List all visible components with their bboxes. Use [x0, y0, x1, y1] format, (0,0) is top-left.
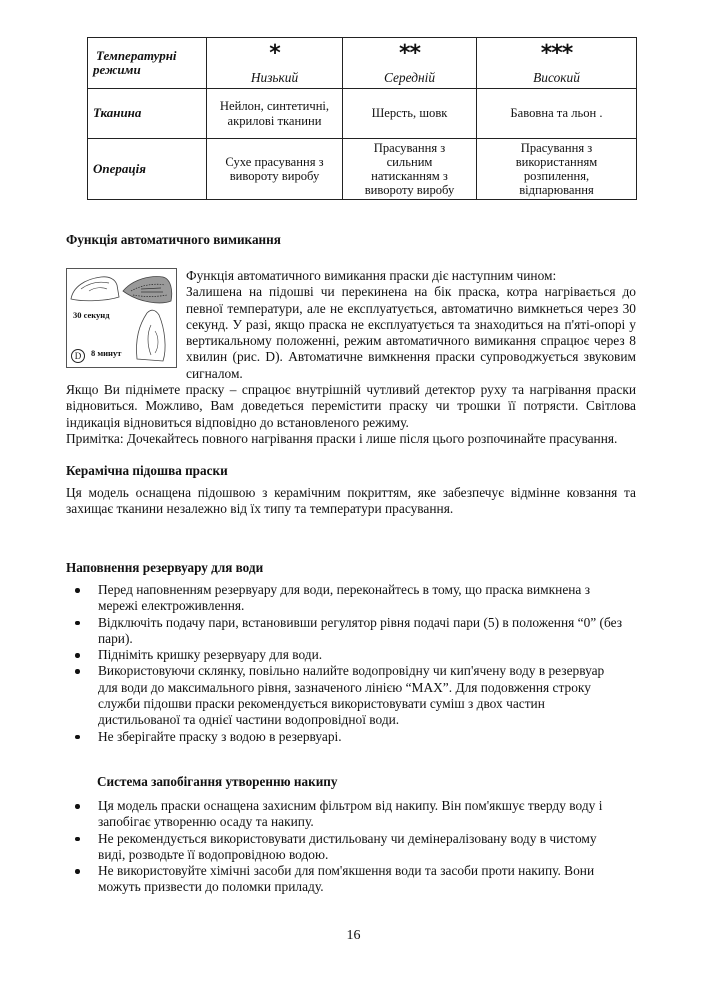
- cell-line: натисканням з: [371, 169, 448, 183]
- list-item: [66, 863, 636, 896]
- cell-line: вивороту виробу: [364, 183, 455, 198]
- level-label: Високий: [533, 69, 580, 85]
- figure-label-30s: 30 секунд: [73, 310, 110, 320]
- text-line: захищає тканини незалежно від їх типу та температури прасування.: [66, 501, 454, 517]
- header-cell-medium: [343, 38, 477, 89]
- table-row-fabric: [88, 89, 637, 139]
- list-item: [66, 615, 636, 648]
- auto-off-description: [186, 268, 636, 382]
- table-cell: [343, 139, 477, 200]
- filling-heading: Наповнення резервуару для води: [66, 560, 264, 575]
- text-line: Підніміть кришку резервуару для води.: [98, 647, 323, 663]
- text-line: Перед наповненням резервуару для води, переконайтесь в тому, що праска вимкнена з: [98, 582, 591, 597]
- cell-line: Нейлон, синтетичні,: [219, 99, 330, 114]
- text-line: секунд. У разі, якщо праска не експлуатується та знаходиться на п'яті-опорі у: [186, 316, 636, 332]
- text-line: сигналом.: [186, 365, 243, 381]
- list-item: [66, 729, 636, 745]
- page-number: 16: [346, 928, 361, 943]
- text-line: Використовуючи склянку, повільно налийте водопровідну чи кип'ячену воду в резервуар: [98, 663, 605, 679]
- auto-off-note: Примітка: Дочекайтесь повного нагрівання праски і лише після цього розпочинайте прасування.: [66, 430, 618, 446]
- figure-label-8min: 8 минут: [91, 348, 122, 358]
- cell-line: Бавовна та льон .: [510, 106, 603, 121]
- level-label: Низький: [250, 69, 299, 85]
- cell-line: використанням: [515, 154, 598, 169]
- text-line: Ця модель оснащена підошвою з керамічним покриттям, яке забезпечує відмінне ковзання та: [66, 485, 636, 500]
- text-line: запобігає утворенню осаду та накипу.: [98, 814, 314, 830]
- auto-off-continuation: [66, 382, 636, 447]
- table-cell: [343, 89, 477, 139]
- header-label-line2: режими: [93, 62, 141, 77]
- row-label: Тканина: [88, 89, 207, 139]
- cell-line: Шерсть, шовк: [371, 106, 448, 121]
- cell-line: Прасування з: [373, 140, 446, 155]
- list-item: [66, 582, 636, 615]
- cell-line: відпарювання: [519, 183, 594, 198]
- table-cell: [477, 139, 637, 200]
- list-item: [66, 663, 636, 728]
- text-line: певної температури, але не експлуатується, автоматично вимкнеться через 30: [186, 300, 636, 316]
- table-cell: [207, 89, 343, 139]
- header-label-line1: Температурні: [96, 47, 177, 63]
- cell-line: сильним: [386, 154, 433, 169]
- list-item: [66, 647, 636, 663]
- header-label-cell: [88, 38, 207, 89]
- text-line: дистильованої та однієї частини водопровідної води.: [98, 712, 400, 728]
- text-line: Не рекомендується використовувати дистильовану чи демінералізовану воду в чистому: [98, 830, 597, 846]
- ceramic-description: [66, 485, 636, 518]
- auto-off-intro: Функція автоматичного вимикання праски діє наступним чином:: [186, 268, 557, 283]
- three-star-icon: ***: [540, 40, 573, 66]
- ceramic-heading: Керамічна підошва праски: [66, 463, 228, 478]
- figure-marker-d: D: [71, 349, 85, 363]
- row-label: Операція: [88, 139, 207, 200]
- cell-line: розпилення,: [523, 169, 590, 183]
- text-line: Ця модель праски оснащена захисним фільтром від накипу. Він пом'якшує тверду воду і: [98, 798, 603, 813]
- cell-line: акрилові тканини: [227, 113, 322, 128]
- text-line: Залишена на підошві чи перекинена на бік праска, котра нагрівається до: [186, 284, 636, 300]
- cell-line: Сухе прасування з: [225, 154, 324, 169]
- text-line: Не зберігайте праску з водою в резервуарі.: [98, 728, 342, 744]
- list-item: [66, 798, 636, 831]
- header-cell-high: [477, 38, 637, 89]
- auto-off-heading: Функція автоматичного вимикання: [66, 232, 281, 247]
- table-cell: [477, 89, 637, 139]
- text-line: Якщо Ви піднімете праску – спрацює внутрішній чутливий детектор руху та нагрівання праски: [66, 382, 636, 397]
- cell-line: Прасування з: [520, 140, 593, 155]
- text-line: служби підошви праски рекомендується використовувати суміш з двох частин: [98, 696, 545, 712]
- anti-scale-list: [66, 798, 636, 896]
- table-header-row: [88, 38, 637, 89]
- filling-list: [66, 582, 636, 745]
- text-line: Не використовуйте хімічні засоби для пом'якшення води та засоби проти накипу. Вони: [98, 863, 595, 879]
- text-line: для води до максимального рівня, зазначеного лінією “MAX”. Для подовження строку: [98, 679, 591, 695]
- text-line: Відключіть подачу пари, встановивши регулятор рівня подачі пари (5) в положення “0” (без: [98, 614, 623, 630]
- cell-line: вивороту виробу: [229, 169, 320, 183]
- text-line: пари).: [98, 630, 133, 646]
- level-label: Середній: [383, 69, 436, 85]
- text-line: мережі електроживлення.: [98, 598, 245, 614]
- text-line: можуть призвести до поломки приладу.: [98, 879, 324, 895]
- two-star-icon: **: [398, 40, 420, 66]
- anti-scale-heading: Система запобігання утворенню накипу: [97, 774, 338, 789]
- temperature-modes-table: [87, 37, 637, 200]
- header-cell-low: [207, 38, 343, 89]
- auto-off-figure: [66, 268, 177, 368]
- list-item: [66, 831, 636, 864]
- text-line: індикація відновиться відповідно до встановленого режиму.: [66, 414, 409, 430]
- text-line: вертикальному положенні, режим автоматичного вимикання спрацює через 8: [186, 333, 636, 349]
- table-row-operation: [88, 139, 637, 200]
- text-line: відновиться. Можливо, Вам доведеться перемістити праску чи трошки її потрясти. Світлова: [66, 398, 636, 414]
- table-cell: [207, 139, 343, 200]
- text-line: хвилин (рис. D). Автоматичне вимкнення праски супроводжується звуковим: [186, 349, 636, 365]
- text-line: виді, розводьте її водопровідною водою.: [98, 846, 329, 862]
- one-star-icon: *: [269, 40, 280, 66]
